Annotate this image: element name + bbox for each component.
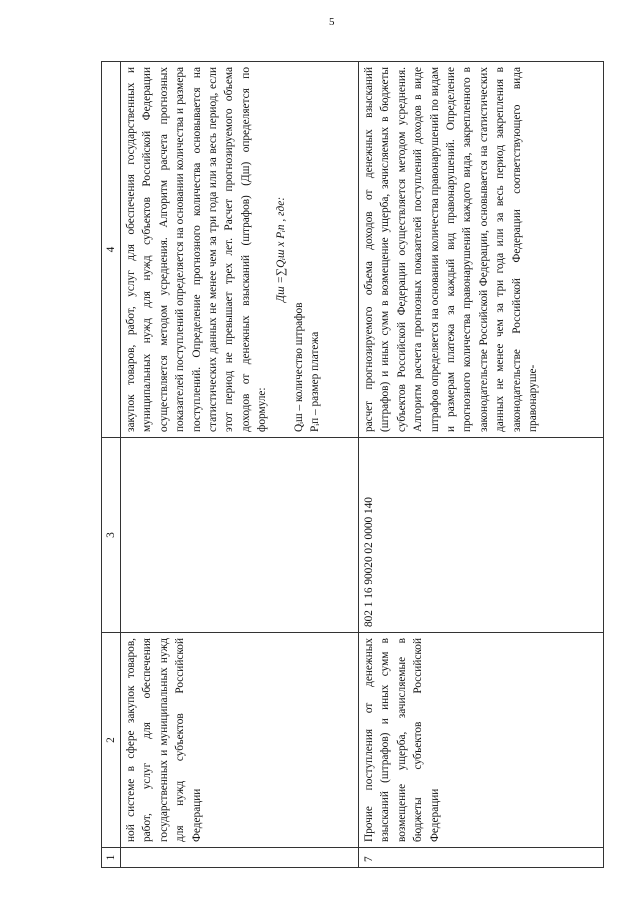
method-text: закупок товаров, работ, услуг для обеспечения государственных и муниципальных нужд для нужд субъектов Российской Федерации осуществляется методом усреднения. Алгоритм расчета прогнозных показателей поступлений определяется на основании количества и размера поступлений. Определение прогнозного количества основывается на статистических данных не менее чем за три года или за весь период, если этот период не превышает трех лет. Расчет прогнозируемого объема доходов от денежных взысканий (штрафов) (Дш) определяется по формуле: bbox=[125, 67, 269, 432]
row-number bbox=[121, 848, 359, 868]
formula-legend-size: Pᵢп – размер платежа bbox=[309, 331, 322, 432]
budget-code: 802 1 16 90020 02 0000 140 bbox=[359, 438, 604, 633]
header-col-4: 4 bbox=[102, 62, 121, 438]
revenue-name: Прочие поступления от денежных взысканий (штрафов) и иных сумм в возмещение ущерба, зачисляемые в бюджеты субъектов Российской Федерации bbox=[359, 633, 604, 848]
page-number: 5 bbox=[329, 16, 335, 28]
table-header-row bbox=[102, 62, 121, 868]
formula: Дш =∑Qᵢш x Pᵢп , где: bbox=[274, 196, 287, 303]
rotated-table-container bbox=[101, 62, 604, 868]
revenue-name: ной системе в сфере закупок товаров, работ, услуг для обеспечения государственных и муниципальных нужд для нужд субъектов Российской Федерации bbox=[121, 633, 359, 848]
header-col-2: 2 bbox=[102, 633, 121, 848]
table-row bbox=[121, 62, 359, 868]
table-row bbox=[359, 62, 604, 868]
row-number: 7 bbox=[359, 848, 604, 868]
calculation-method bbox=[121, 62, 359, 438]
header-col-1: 1 bbox=[102, 848, 121, 868]
revenue-forecast-table bbox=[101, 61, 604, 868]
calculation-method: расчет прогнозируемого объема доходов от денежных взысканий (штрафов) и иных сумм в возмещение ущерба, зачисляемых в бюджеты субъектов Российской Федерации осуществляется методом усреднения. Алгоритм расчета прогнозных показателей поступлений доходов в виде штрафов определяется на основании количества правонарушений по видам и размерам платежа за каждый вид правонарушений. Определение прогнозного количества правонарушений каждого вида, закрепленного в законодательстве Российской Федерации, основывается на статистических данных не менее чем за три года или за весь период закрепления в законодательстве Российской Федерации соответствующего вида правонаруше- bbox=[359, 62, 604, 438]
header-col-3: 3 bbox=[102, 438, 121, 633]
budget-code bbox=[121, 438, 359, 633]
formula-legend-quantity: Qᵢш – количество штрафов bbox=[293, 302, 306, 432]
